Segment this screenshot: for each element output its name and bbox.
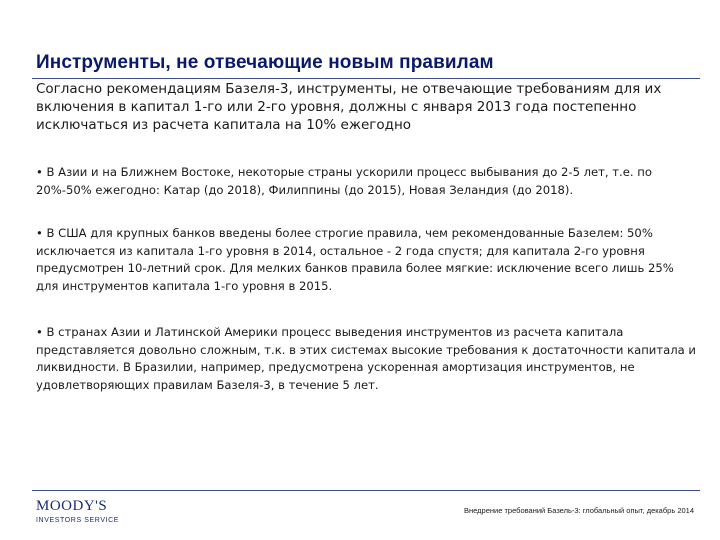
- slide-title: Инструменты, не отвечающие новым правилам: [36, 52, 494, 73]
- footer-caption: Внедрение требований Базель-3: глобальный опыт, декабрь 2014: [464, 506, 694, 515]
- logo-wordmark: MOODY'S: [36, 498, 108, 514]
- moodys-logo: [36, 499, 156, 525]
- bullet-usa: • В США для крупных банков введены более строгие правила, чем рекомендованные Базелем: 50% исключается из капитала 1-го уровня в 2014, остальное - 2 года спустя; для капитала 2-го уровня предусмотрен 10-летний срок. Для мелких банков правила более мягкие: исключение всего лишь 25% для инструментов капитала 1-го уровня в 2015.: [36, 226, 674, 293]
- footer-divider: [32, 490, 700, 491]
- logo-subtitle: INVESTORS SERVICE: [36, 517, 120, 524]
- bullet-asia-latin-america: • В странах Азии и Латинской Америки процесс выведения инструментов из расчета капитала представляется довольно сложным, т.к. в этих системах высокие требования к достаточности капитала и ликвидности. В Бразилии, например, предусмотрена ускоренная амортизация инструментов, не удовлетворяющих правилам Базеля-3, в течение 5 лет.: [36, 325, 696, 392]
- title-divider: [32, 78, 700, 79]
- bullet-asia-middle-east: • В Азии и на Ближнем Востоке, некоторые страны ускорили процесс выбывания до 2-5 лет, т.е. по 20%-50% ежегодно: Катар (до 2018), Филиппины (до 2015), Новая Зеландия (до 2018).: [36, 165, 652, 197]
- lead-paragraph: Согласно рекомендациям Базеля-3, инструменты, не отвечающие требованиям для их включения в капитал 1-го или 2-го уровня, должны с января 2013 года постепенно исключаться из расчета капитала на 10% ежегодно: [36, 81, 662, 133]
